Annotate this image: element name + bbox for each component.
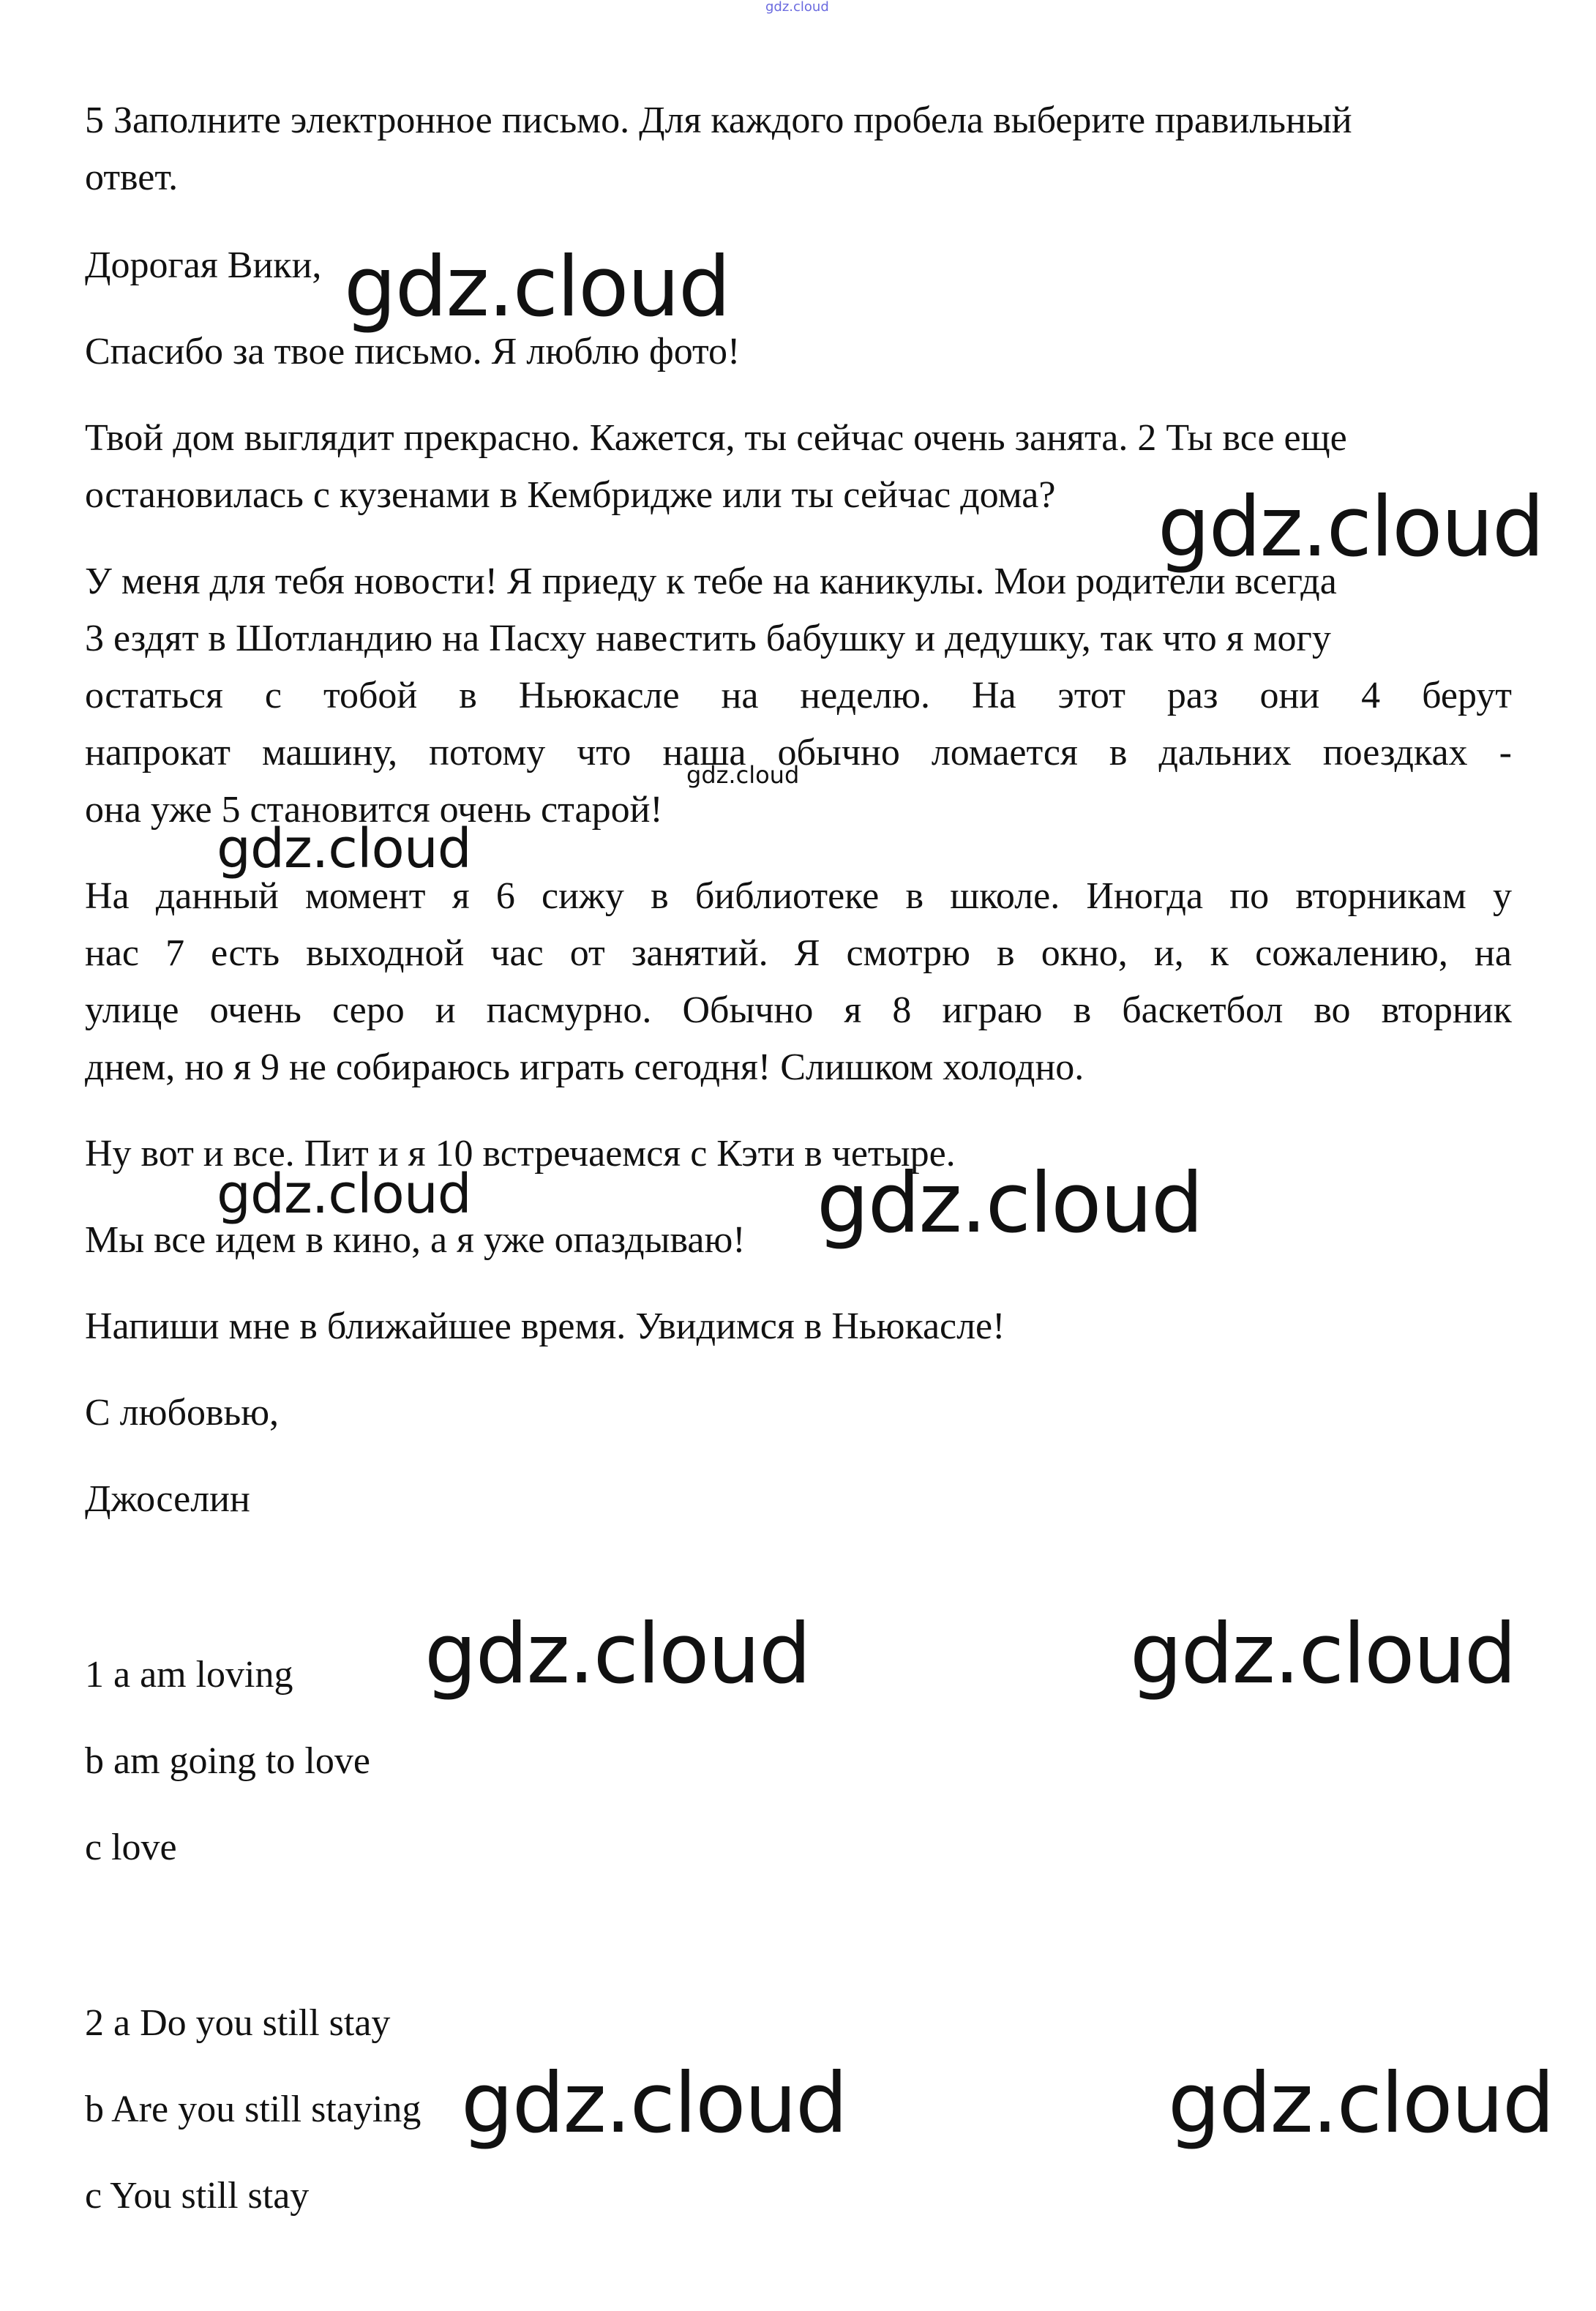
word: в: [651, 875, 669, 917]
word: на: [721, 675, 759, 716]
word: Обычно: [682, 989, 814, 1031]
word: сожалению,: [1255, 932, 1448, 974]
word: Ньюкасле: [518, 675, 680, 716]
watermark-2: gdz.cloud: [1158, 479, 1543, 575]
word: момент: [305, 875, 426, 917]
option-1b: b am going to love: [85, 1740, 370, 1782]
letter-paragraph-3-line5: она уже 5 становится очень старой!: [85, 789, 663, 831]
word: наша: [662, 732, 746, 774]
word: в: [997, 932, 1015, 974]
watermark-top: gdz.cloud: [765, 0, 829, 15]
word: поездках: [1322, 732, 1468, 774]
watermark-8: gdz.cloud: [1130, 1606, 1516, 1702]
task-instruction-line1: 5 Заполните электронное письмо. Для каждого пробела выберите правильный: [85, 100, 1352, 141]
word: что: [577, 732, 632, 774]
word: к: [1210, 932, 1229, 974]
word: они: [1259, 675, 1320, 716]
word: 8: [892, 989, 912, 1031]
letter-paragraph-5-line1: Ну вот и все. Пит и я 10 встречаемся с Кэти в четыре.: [85, 1133, 956, 1175]
word: этот: [1057, 675, 1125, 716]
word: библиотеке: [694, 875, 880, 917]
word: в: [1109, 732, 1128, 774]
word: -: [1499, 732, 1512, 774]
word: на: [1474, 932, 1512, 974]
word: и,: [1153, 932, 1184, 974]
word: окно,: [1041, 932, 1128, 974]
letter-paragraph-3-line1: У меня для тебя новости! Я приеду к тебе на каникулы. Мои родители всегда: [85, 561, 1337, 602]
word: с: [264, 675, 282, 716]
option-2a: 2 a Do you still stay: [85, 2002, 391, 2044]
word: потому: [429, 732, 546, 774]
option-1a: 1 a am loving: [85, 1654, 293, 1696]
letter-paragraph-4-line4: днем, но я 9 не собираюсь играть сегодня! Слишком холодно.: [85, 1046, 1084, 1088]
letter-paragraph-4-line3: [85, 982, 1512, 1039]
watermark-6: gdz.cloud: [817, 1155, 1202, 1251]
word: дальних: [1158, 732, 1292, 774]
word: 6: [495, 875, 515, 917]
word: пасмурно.: [486, 989, 652, 1031]
word: во: [1314, 989, 1351, 1031]
option-1c: c love: [85, 1827, 177, 1868]
letter-signature: Джоселин: [85, 1478, 250, 1520]
word: напрокат: [85, 732, 231, 774]
word: остаться: [85, 675, 223, 716]
letter-closing: С любовью,: [85, 1392, 280, 1434]
word: занятий.: [631, 932, 768, 974]
watermark-7: gdz.cloud: [424, 1606, 810, 1702]
watermark-1: gdz.cloud: [344, 239, 730, 335]
word: по: [1229, 875, 1270, 917]
word: час: [490, 932, 544, 974]
option-2c: c You still stay: [85, 2175, 310, 2217]
word: тобой: [323, 675, 418, 716]
word: у: [1492, 875, 1512, 917]
word: данный: [155, 875, 279, 917]
word: обычно: [777, 732, 900, 774]
word: очень: [209, 989, 301, 1031]
watermark-9: gdz.cloud: [461, 2055, 847, 2151]
letter-paragraph-2-line1: Твой дом выглядит прекрасно. Кажется, ты сейчас очень занята. 2 Ты все еще: [85, 417, 1347, 459]
word: берут: [1422, 675, 1512, 716]
task-instruction-line2: ответ.: [85, 157, 179, 198]
letter-paragraph-3-line2: 3 ездят в Шотландию на Пасху навестить бабушку и дедушку, так что я могу: [85, 618, 1331, 659]
letter-paragraph-3-line3: [85, 667, 1512, 724]
word: нас: [85, 932, 139, 974]
word: есть: [211, 932, 280, 974]
word: Иногда: [1086, 875, 1204, 917]
option-2b: b Are you still staying: [85, 2089, 422, 2130]
word: я: [452, 875, 470, 917]
letter-paragraph-5-line2: Мы все идем в кино, а я уже опаздываю!: [85, 1219, 746, 1261]
word: в: [1073, 989, 1092, 1031]
word: серо: [331, 989, 405, 1031]
letter-paragraph-6: Напиши мне в ближайшее время. Увидимся в Ньюкасле!: [85, 1306, 1005, 1347]
letter-greeting: Дорогая Вики,: [85, 244, 322, 286]
word: 4: [1361, 675, 1381, 716]
word: вторникам: [1295, 875, 1466, 917]
word: Я: [794, 932, 820, 974]
word: от: [569, 932, 605, 974]
letter-paragraph-4-line2: [85, 925, 1512, 982]
word: На: [971, 675, 1016, 716]
word: вторник: [1381, 989, 1512, 1031]
word: раз: [1166, 675, 1218, 716]
word: ломается: [931, 732, 1078, 774]
letter-paragraph-2-line2: остановилась с кузенами в Кембридже или ты сейчас дома?: [85, 474, 1056, 516]
watermark-10: gdz.cloud: [1168, 2055, 1554, 2151]
word: смотрю: [846, 932, 970, 974]
watermark-4: gdz.cloud: [217, 817, 471, 880]
letter-paragraph-1: Спасибо за твое письмо. Я люблю фото!: [85, 331, 741, 372]
word: в: [905, 875, 923, 917]
word: и: [435, 989, 456, 1031]
word: школе.: [950, 875, 1060, 917]
word: 7: [165, 932, 185, 974]
word: машину,: [262, 732, 398, 774]
word: баскетбол: [1122, 989, 1284, 1031]
word: я: [844, 989, 862, 1031]
word: сижу: [542, 875, 624, 917]
word: играю: [942, 989, 1043, 1031]
word: На: [85, 875, 130, 917]
word: улице: [85, 989, 179, 1031]
word: в: [459, 675, 477, 716]
word: неделю.: [800, 675, 930, 716]
watermark-3: gdz.cloud: [686, 761, 800, 789]
word: выходной: [306, 932, 465, 974]
watermark-5: gdz.cloud: [217, 1163, 471, 1226]
